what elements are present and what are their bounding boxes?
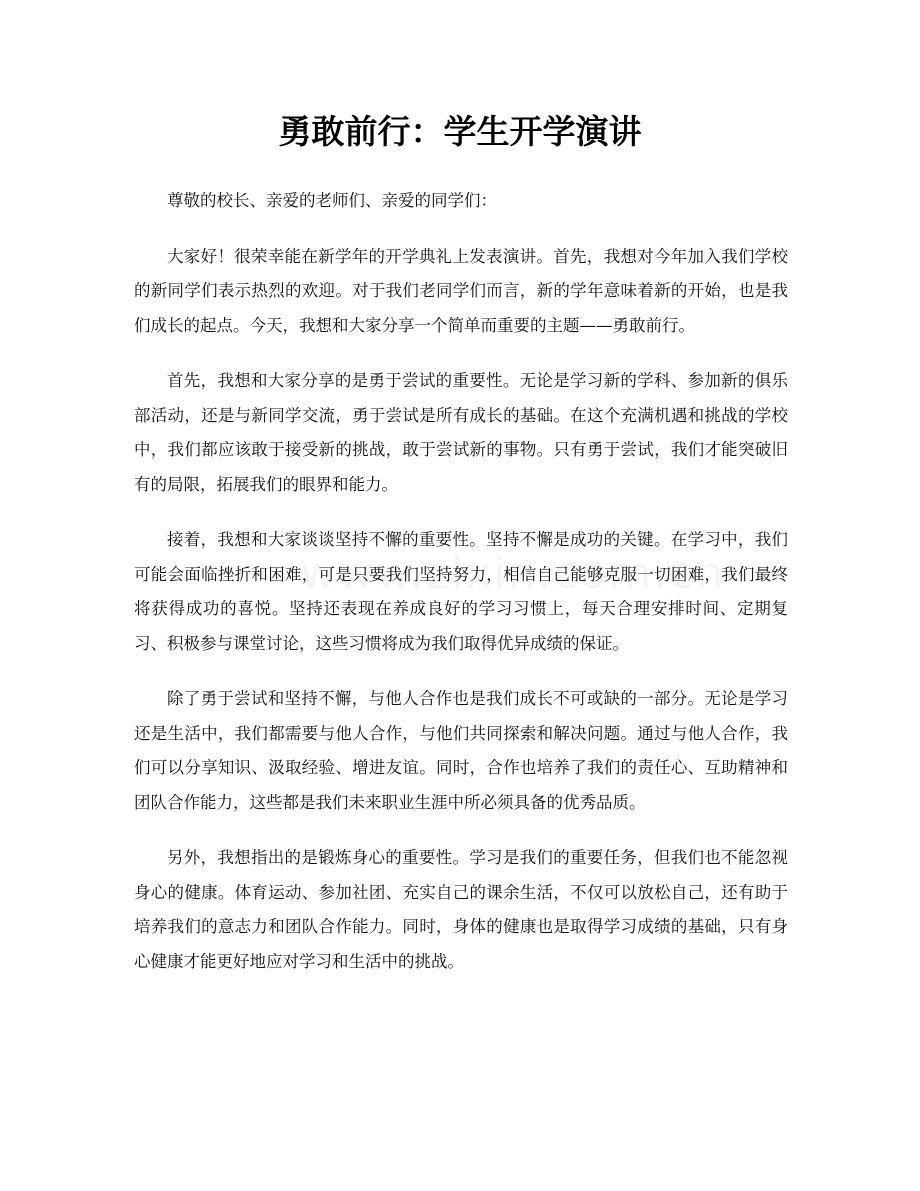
document-body	[134, 184, 788, 1000]
body-paragraph: 首先，我想和大家分享的是勇于尝试的重要性。无论是学习新的学科、参加新的俱乐部活动，还是与新同学交流，勇于尝试是所有成长的基础。在这个充满机遇和挑战的学校中，我们都应该敢于接受新的挑战，敢于尝试新的事物。只有勇于尝试，我们才能突破旧有的局限，拓展我们的眼界和能力。	[134, 371, 788, 494]
body-paragraph: 另外，我想指出的是锻炼身心的重要性。学习是我们的重要任务，但我们也不能忽视身心的健康。体育运动、参加社团、充实自己的课余生活，不仅可以放松自己，还有助于培养我们的意志力和团队合作能力。同时，身体的健康也是取得学习成绩的基础，只有身心健康才能更好地应对学习和生活中的挑战。	[134, 848, 788, 971]
body-paragraph: 除了勇于尝试和坚持不懈，与他人合作也是我们成长不可或缺的一部分。无论是学习还是生活中，我们都需要与他人合作，与他们共同探索和解决问题。通过与他人合作，我们可以分享知识、汲取经验、增进友谊。同时，合作也培养了我们的责任心、互助精神和团队合作能力，这些都是我们未来职业生涯中所必须具备的优秀品质。	[134, 689, 788, 812]
document-title: 勇敢前行：学生开学演讲	[278, 112, 642, 151]
greeting-paragraph: 尊敬的校长、亲爱的老师们、亲爱的同学们：	[167, 191, 497, 210]
body-paragraph: 接着，我想和大家谈谈坚持不懈的重要性。坚持不懈是成功的关键。在学习中，我们可能会面临挫折和困难，可是只要我们坚持努力，相信自己能够克服一切困难，我们最终将获得成功的喜悦。坚持还表现在养成良好的学习习惯上，每天合理安排时间、定期复习、积极参与课堂讨论，这些习惯将成为我们取得优异成绩的保证。	[134, 530, 788, 653]
body-paragraph: 大家好！很荣幸能在新学年的开学典礼上发表演讲。首先，我想对今年加入我们学校的新同学们表示热烈的欢迎。对于我们老同学们而言，新的学年意味着新的开始，也是我们成长的起点。今天，我想和大家分享一个简单而重要的主题——勇敢前行。	[134, 246, 788, 335]
